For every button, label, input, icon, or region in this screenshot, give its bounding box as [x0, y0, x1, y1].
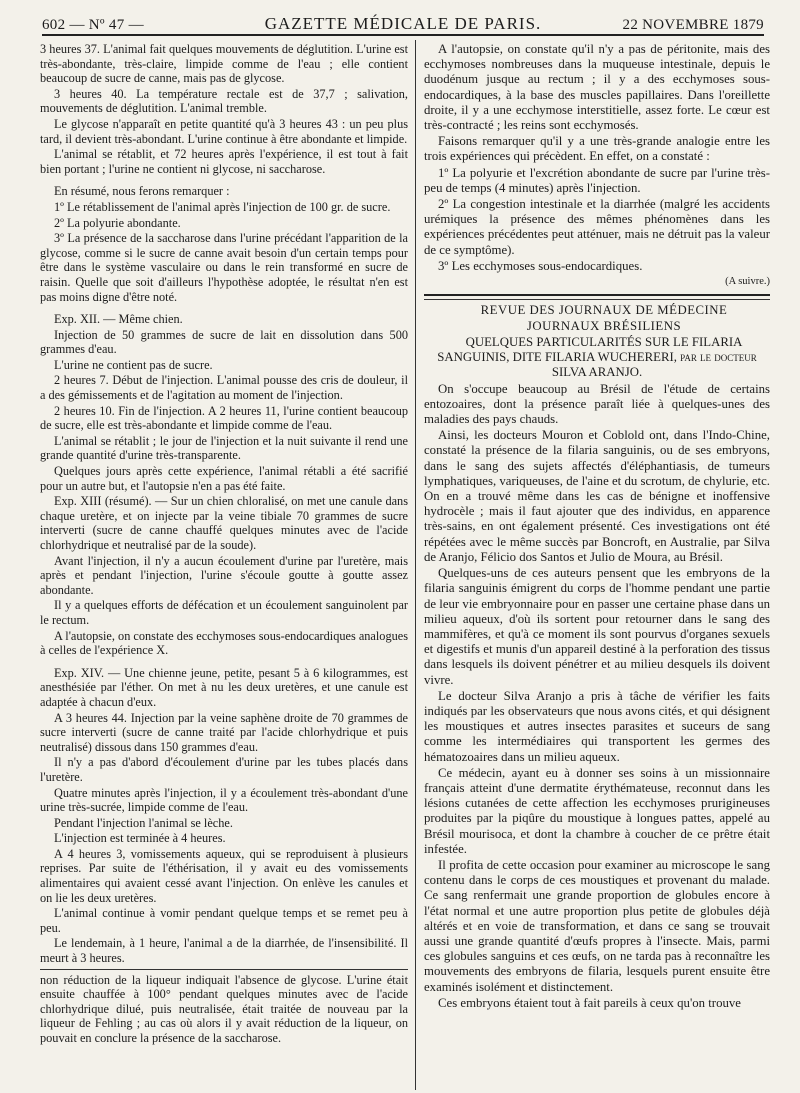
- experiment-heading: Exp. XIII (résumé). — Sur un chien chloralisé, on met une canule dans chaque uretère, et on injecte par la veine tibiale 70 grammes de sucre interverti (sucre de canne chauffé quelques minutes avec de l'acide chlorhydrique et neutralisé par de la soude).: [40, 494, 408, 552]
- paragraph: L'injection est terminée à 4 heures.: [54, 831, 226, 846]
- paragraph: Injection de 50 grammes de sucre de lait en dissolution dans 500 grammes d'eau.: [40, 327, 408, 357]
- journal-title: GAZETTE MÉDICALE DE PARIS.: [264, 14, 542, 33]
- paragraph: A 3 heures 44. Injection par la veine saphène droite de 70 grammes de sucre interverti (sucre de canne traité par l'acide chlorhydrique et puis neutralisé) dissous dans 150 grammes d'eau.: [40, 710, 408, 754]
- remark-point: 1º La polyurie et l'excrétion abondante de sucre par l'urine très-peu de temps (4 minutes) après l'injection.: [424, 165, 770, 195]
- paragraph: Il n'y a pas d'abord d'écoulement d'urine par les tubes placés dans l'uretère.: [40, 755, 408, 784]
- paragraph: A l'autopsie, on constate qu'il n'y a pas de péritonite, mais des ecchymoses nombreuses dans la muqueuse intestinale, depuis le duodénum jusque au rectum ; il y a des ecchymoses sous-endocardiques, à la base des muscles papillaires. Dans l'oreillette droite, il y a une ecchymose interstitielle, assez forte. Le cœur est très-contracté ; les reins sont ecchymosés.: [424, 42, 770, 133]
- section-divider-thin: [424, 299, 770, 300]
- paragraph: Le lendemain, à 1 heure, l'animal a de la diarrhée, de l'insensibilité. Il meurt à 3 heures.: [40, 936, 408, 966]
- issue-date: 22 NOVEMBRE 1879: [622, 17, 764, 33]
- subsection-title: JOURNAUX BRÉSILIENS: [526, 318, 682, 333]
- paragraph: L'animal se rétablit, et 72 heures après l'expérience, il est tout à fait bien portant ; l'urine ne contient ni glycose, ni saccharose.: [40, 147, 408, 176]
- paragraph: Ainsi, les docteurs Mouron et Coblold ont, dans l'Indo-Chine, constaté la présence de la filaria sanguinis, ou de ses embryons, dans le sang des sujets affectés d'éléphantiasis, de tumeurs lymphatiques, variqueuses, de l'aine et du scrotum, de chylurie, etc. On en a trouvé même dans les cas de bénigne et inoffensive hydrocèle ; mais il faut ajouter que des individus, en apparence très-sains, en ont également présenté. Ces investigations ont été répétées avec le même succès par Boncroft, en Australie, par Silva de Aranjo, Félicio dos Santos et Julio de Moura, au Brésil.: [424, 428, 770, 564]
- paragraph: Avant l'injection, il n'y a aucun écoulement d'urine par l'uretère, mais après et pendant l'injection, l'urine s'écoule goutte à goutte assez abondante.: [40, 553, 408, 597]
- paragraph: Le glycose n'apparaît en petite quantité qu'à 3 heures 43 : un peu plus tard, il devient très-abondant. L'urine continue à être abondante et limpide.: [40, 116, 408, 146]
- article-title: QUELQUES PARTICULARITÉS SUR LE FILARIA SANGUINIS, DITE FILARIA WUCHERERI, par le docteur SILVA ARANJO.: [437, 335, 757, 380]
- paragraph: Quatre minutes après l'injection, il y a écoulement très-abondant d'une urine très-sucrée, limpide comme de l'eau.: [40, 785, 408, 815]
- paragraph: A 4 heures 3, vomissements aqueux, qui se reproduisent à plusieurs reprises. Par suite de l'éthérisation, il y avait eu des vomissements alimentaires qui avaient cessé avant l'injection. On enlève les canules et on lie les deux uretères.: [40, 846, 408, 905]
- section-divider: [424, 294, 770, 296]
- resume-intro: En résumé, nous ferons remarquer :: [54, 184, 230, 199]
- column-divider: [415, 40, 416, 1090]
- paragraph: 2 heures 10. Fin de l'injection. A 2 heures 11, l'urine contient beaucoup de sucre, elle est très-abondante et limpide comme de l'eau.: [40, 403, 408, 433]
- footnote: [40, 973, 408, 1046]
- left-column: [40, 42, 408, 1047]
- footnote-text: non réduction de la liqueur indiquait l'absence de glycose. L'urine était ensuite chauffée à 100° pendant quelques minutes avec de l'acide chlorhydrique dilué, puis neutralisée, était traitée de nouveau par la liqueur de Fehling ; au cas où alors il y avait réduction de la liqueur, on pouvait en conclure la présence de la saccharose.: [40, 972, 408, 1045]
- remark-point: 2º La congestion intestinale et la diarrhée (malgré les accidents urémiques la présence des mêmes phénomènes dans les expériences précédentes peut atténuer, mais ne détruit pas la valeur de ce symptôme).: [424, 197, 770, 257]
- paragraph: Pendant l'injection l'animal se lèche.: [54, 815, 233, 830]
- paragraph: Ce médecin, ayant eu à donner ses soins à un missionnaire français atteint d'une dermatite érythémateuse, reconnut dans les lésions cutanées de cette affection les ecchymoses prurigineuses produites par la piqûre du moustique à longues pattes, appelé au Brésil mourisoca, et dont la chambre à coucher de ce prêtre était infestée.: [424, 765, 770, 856]
- paragraph: On s'occupe beaucoup au Brésil de l'étude de certains entozoaires, dont la présence paraît liée à quelques-unes des maladies des pays chauds.: [424, 381, 770, 427]
- paragraph: Il profita de cette occasion pour examiner au microscope le sang contenu dans le corps de ces moustiques et provenant du malade. Ce sang renfermait une grande proportion de globules encore à l'état normal et une autre proportion plus petite de globules déjà altérés et en voie de transformation, et dans ce sang se trouvait aussi une grande quantité d'œufs propres à l'insecte. Mais, parmi ces globules sanguins et ces œufs, on ne tarda pas à reconnaître les mouvements des embryons de filaria, lesquels purent ensuite être examinés isolément et distinctement.: [424, 857, 770, 994]
- page-number: 602 — Nº 47 —: [42, 17, 144, 33]
- paragraph: L'animal continue à vomir pendant quelque temps et se remet peu à peu.: [40, 906, 408, 935]
- paragraph: Quelques-uns de ces auteurs pensent que les embryons de la filaria sanguinis émigrent du corps de l'homme pendant une partie de leur vie embryonnaire pour en passer une certaine phase dans un milieu aqueux, d'où ils sortent pour retourner dans le sang des mammifères, et qu'à ce moment ils sont pourvus d'organes sexuels et digestifs et munis d'un appareil destiné à la perforation des tissus dans lesquels ils doivent pénétrer et au milieu desquels ils doivent vivre.: [424, 566, 770, 687]
- experiment-heading: Exp. XIV. — Une chienne jeune, petite, pesant 5 à 6 kilogrammes, est anesthésiée par l'éther. On met à nu les deux uretères, et une canule est adaptée à chacun d'eux.: [40, 665, 408, 709]
- to-be-continued: (A suivre.): [725, 276, 770, 288]
- resume-point: 3º La présence de la saccharose dans l'urine précédant l'apparition de la glycose, comme si le sucre de canne avait besoin d'un certain temps pour être dans le système vasculaire ou dans le rein transformé en sucre de raisin. Quelle que soit d'ailleurs l'hypothèse adoptée, le résultat n'en est pas moins digne d'être noté.: [40, 231, 408, 304]
- paragraph: Il y a quelques efforts de défécation et un écoulement sanguinolent par le rectum.: [40, 598, 408, 627]
- experiment-heading: Exp. XII. — Même chien.: [54, 312, 183, 327]
- remark-point: 3º Les ecchymoses sous-endocardiques.: [438, 258, 643, 273]
- paragraph: L'animal se rétablit ; le jour de l'injection et la nuit suivante il rend une grande quantité d'urine très-transparente.: [40, 433, 408, 463]
- footnote-divider: [40, 969, 408, 970]
- paragraph: 2 heures 7. Début de l'injection. L'animal pousse des cris de douleur, il a des gémissements et de l'agitation au moment de l'injection.: [40, 373, 408, 403]
- paragraph: Ces embryons étaient tout à fait pareils à ceux qu'on trouve: [438, 995, 741, 1010]
- page-header: [42, 8, 764, 36]
- paragraph: A l'autopsie, on constate des ecchymoses sous-endocardiques analogues à celles de l'expérience X.: [40, 628, 408, 658]
- paragraph: 3 heures 37. L'animal fait quelques mouvements de déglutition. L'urine est très-abondante, très-claire, limpide comme de l'eau ; elle contient beaucoup de sucre de canne, mais pas de glycose.: [40, 42, 408, 86]
- section-title: REVUE DES JOURNAUX DE MÉDECINE: [480, 302, 728, 317]
- paragraph: Quelques jours après cette expérience, l'animal rétabli a été sacrifié pour un autre but, et l'autopsie n'en a pas été faite.: [40, 464, 408, 493]
- paragraph: L'urine ne contient pas de sucre.: [54, 357, 213, 372]
- resume-point: 2º La polyurie abondante.: [54, 215, 181, 230]
- paragraph: 3 heures 40. La température rectale est de 37,7 ; salivation, mouvements de déglutition. L'animal tremble.: [40, 86, 408, 116]
- right-column: [424, 42, 770, 1012]
- resume-point: 1º Le rétablissement de l'animal après l'injection de 100 gr. de sucre.: [54, 199, 391, 214]
- remark-intro: Faisons remarquer qu'il y a une très-grande analogie entre les trois expériences qui précèdent. En effet, on a constaté :: [424, 134, 770, 164]
- paragraph: Le docteur Silva Aranjo a pris à tâche de vérifier les faits indiqués par les observateurs que nous avons cités, et qui désignent les moustiques et autres insectes parasites et suceurs de sang comme les intermédiaires qui transportent les germes des hématozoaires dans un milieu aqueux.: [424, 688, 770, 764]
